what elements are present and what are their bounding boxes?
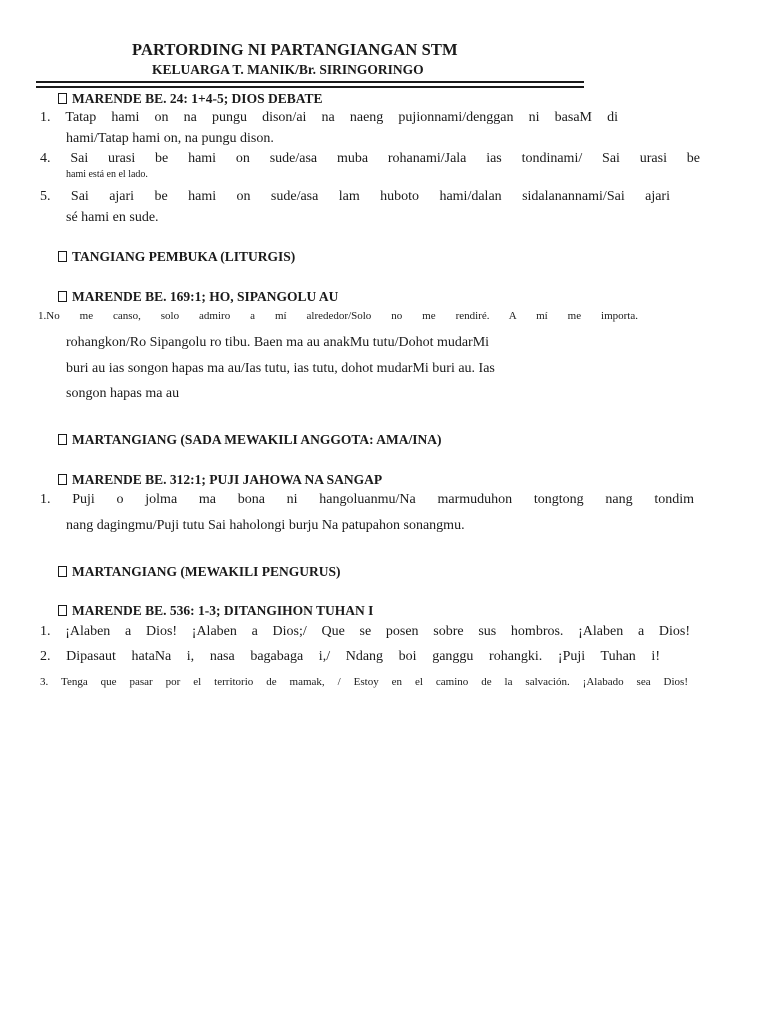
section-heading-4 (58, 432, 442, 448)
section-heading-text: MARENDE BE. 24: 1+4-5; DIOS DEBATE (72, 91, 323, 106)
section-heading-text: MARENDE BE. 536: 1-3; DITANGIHON TUHAN I (72, 603, 374, 618)
section-heading-text: MARTANGIANG (SADA MEWAKILI ANGGOTA: AMA/INA) (72, 432, 442, 447)
verse-line: 2. Dipasaut hataNa i, nasa bagabaga i,/ Ndang boi ganggu rohangki. ¡Puji Tuhan i! (40, 649, 660, 664)
section-heading-text: MARENDE BE. 312:1; PUJI JAHOWA NA SANGAP (72, 472, 383, 487)
checkbox-glyph-icon (58, 434, 67, 445)
checkbox-glyph-icon (58, 605, 67, 616)
verse-line: buri au ias songon hapas ma au/Ias tutu, ias tutu, dohot mudarMi buri au. Ias (66, 361, 495, 376)
checkbox-glyph-icon (58, 474, 67, 485)
section-heading-text: MARENDE BE. 169:1; HO, SIPANGOLU AU (72, 289, 339, 304)
checkbox-glyph-icon (58, 566, 67, 577)
checkbox-glyph-icon (58, 93, 67, 104)
header-rule-bottom (36, 86, 584, 88)
document-subtitle: KELUARGA T. MANIK/Br. SIRINGORINGO (152, 62, 424, 77)
verse-line: nang dagingmu/Puji tutu Sai haholongi burju Na patupahon sonangmu. (66, 518, 465, 533)
section-heading-1 (58, 91, 322, 107)
document-title: PARTORDING NI PARTANGIANGAN STM (132, 40, 458, 59)
section-heading-6 (58, 564, 341, 580)
verse-line: hami/Tatap hami on, na pungu dison. (66, 131, 274, 146)
verse-line: 1. ¡Alaben a Dios! ¡Alaben a Dios;/ Que se posen sobre sus hombros. ¡Alaben a Dios! (40, 624, 690, 639)
verse-line: 1.No me canso, solo admiro a mí alrededor/Solo no me rendiré. A mí me importa. (38, 310, 638, 322)
verse-line: 1. Puji o jolma ma bona ni hangoluanmu/Na marmuduhon tongtong nang tondim (40, 492, 694, 507)
section-heading-3 (58, 289, 338, 305)
section-heading-text: MARTANGIANG (MEWAKILI PENGURUS) (72, 564, 341, 579)
section-heading-5 (58, 472, 382, 488)
section-heading-7 (58, 603, 373, 619)
verse-line: rohangkon/Ro Sipangolu ro tibu. Baen ma au anakMu tutu/Dohot mudarMi (66, 335, 490, 350)
section-heading-text: TANGIANG PEMBUKA (LITURGIS) (72, 249, 296, 264)
header-rule-top (36, 81, 584, 83)
verse-line: songon hapas ma au (66, 386, 180, 401)
verse-line: hami está en el lado. (66, 169, 148, 180)
verse-line: 3. Tenga que pasar por el territorio de mamak, / Estoy en el camino de la salvación. ¡Alabado sea Dios! (40, 676, 688, 688)
verse-line: 5. Sai ajari be hami on sude/asa lam huboto hami/dalan sidalanannami/Sai ajari (40, 189, 670, 204)
verse-line: 1. Tatap hami on na pungu dison/ai na naeng pujionnami/denggan ni basaM di (40, 110, 618, 125)
checkbox-glyph-icon (58, 291, 67, 302)
checkbox-glyph-icon (58, 251, 67, 262)
verse-line: sé hami en sude. (66, 210, 159, 225)
verse-line: 4. Sai urasi be hami on sude/asa muba rohanami/Jala ias tondinami/ Sai urasi be (40, 151, 700, 166)
section-heading-2 (58, 249, 295, 265)
